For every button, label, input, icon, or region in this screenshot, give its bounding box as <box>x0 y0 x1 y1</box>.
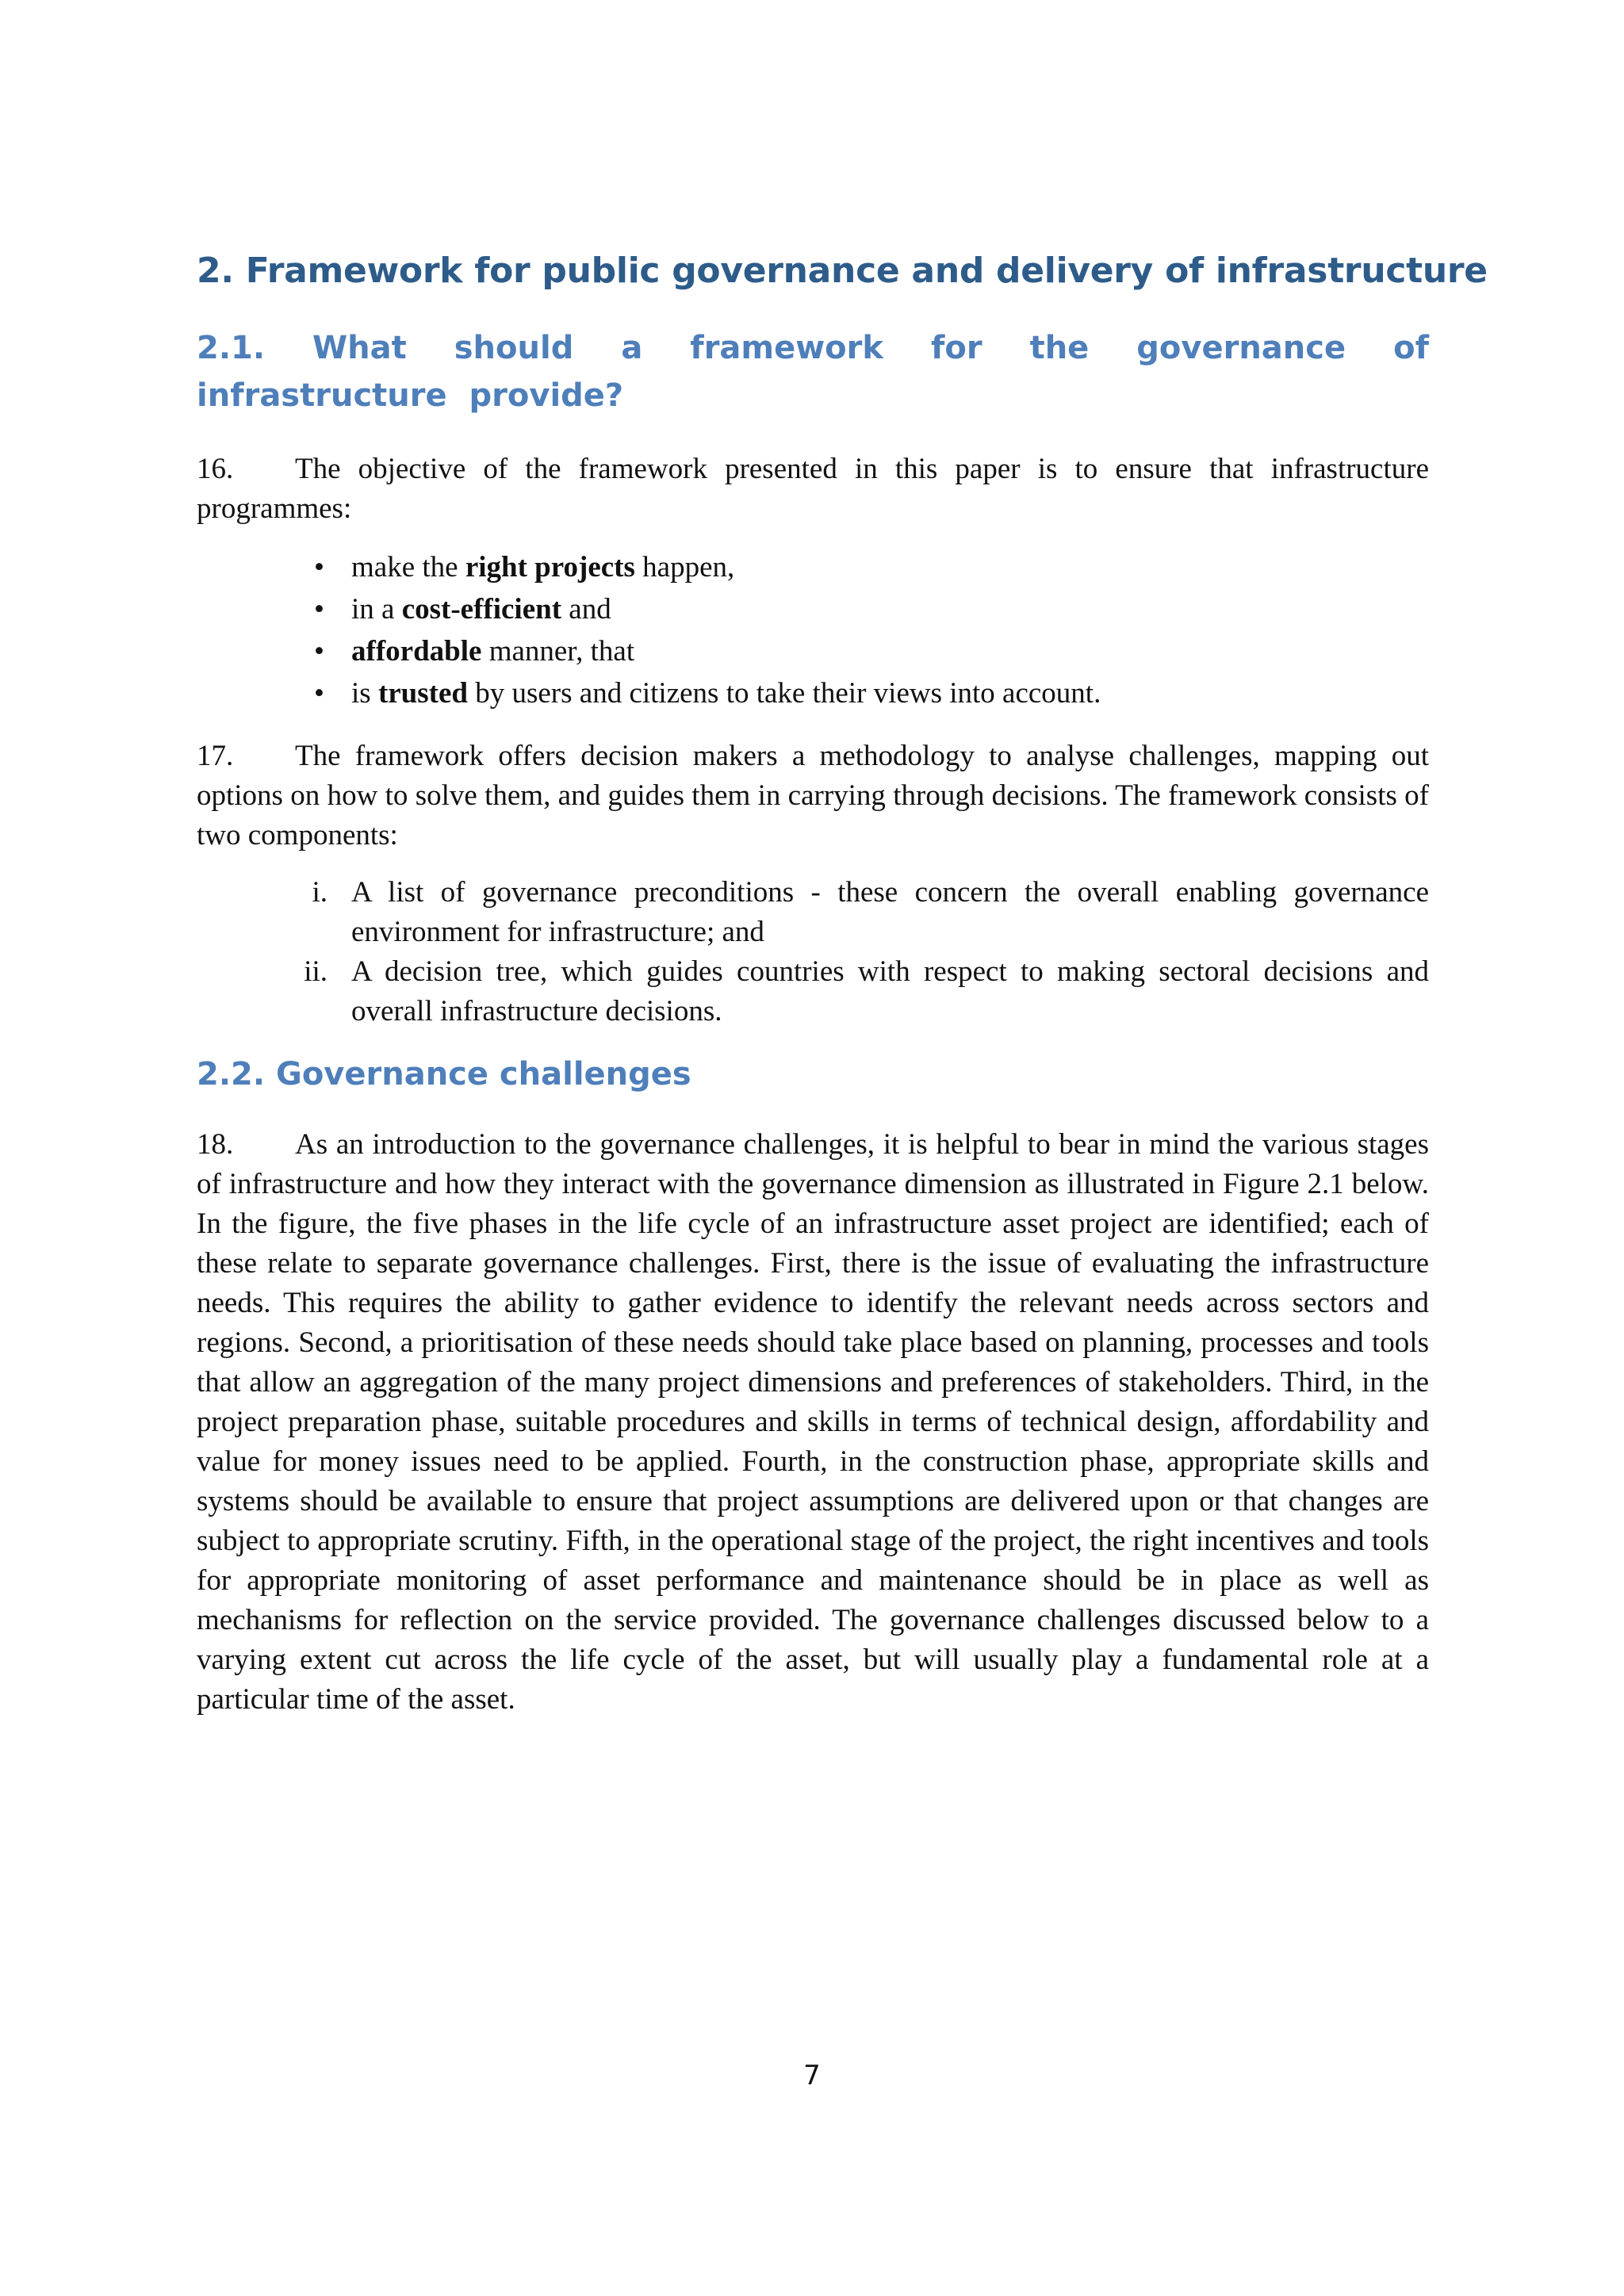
list-item: • make the right projects happen, <box>197 546 1429 588</box>
emphasis: affordable <box>351 634 482 668</box>
bullet-icon: • <box>314 634 324 668</box>
bullet-icon: • <box>314 550 324 584</box>
paragraph-number: 17. <box>197 739 234 772</box>
paragraph-18 <box>197 1125 1429 1720</box>
paragraph-text: The framework offers decision makers a methodology to analyse challenges, mapping out options on how to solve them, and guides them in carrying through decisions. The framework consists of two components: <box>197 739 1429 851</box>
page-number: 7 <box>803 2060 821 2091</box>
bullet-list <box>197 546 1429 714</box>
emphasis: trusted <box>377 676 468 710</box>
list-item: i. A list of governance preconditions - these concern the overall enabling governance environment for infrastructure; and <box>197 873 1429 952</box>
paragraph-17 <box>197 737 1429 855</box>
list-item: • is trusted by users and citizens to take their views into account. <box>197 672 1429 714</box>
list-marker: i. <box>312 875 327 909</box>
subsection-heading-2-1: 2.1. What should a framework for the governance of infrastructure provide? <box>197 329 1429 414</box>
bullet-icon: • <box>314 676 324 710</box>
paragraph-16 <box>197 450 1429 529</box>
emphasis: cost-efficient <box>401 592 562 626</box>
section-heading: 2. Framework for public governance and delivery of infrastructure <box>197 251 1488 291</box>
bullet-icon: • <box>314 592 324 626</box>
emphasis: right projects <box>465 550 635 584</box>
paragraph-number: 18. <box>197 1127 234 1161</box>
list-item: ii. A decision tree, which guides countries with respect to making sectoral decisions and overall infrastructure decisions. <box>197 952 1429 1031</box>
list-marker: ii. <box>304 955 327 988</box>
list-item: • affordable manner, that <box>197 630 1429 672</box>
page-content <box>197 251 1488 1737</box>
list-item: • in a cost-efficient and <box>197 588 1429 630</box>
paragraph-text: The objective of the framework presented in this paper is to ensure that infrastructure programmes: <box>197 452 1429 525</box>
paragraph-text: As an introduction to the governance challenges, it is helpful to bear in mind the various stages of infrastructure and how they interact with the governance dimension as illustrated in Figure 2.1 below. In the figure, the five phases in the life cycle of an infrastructure asset project are identified; each of these relate to separate governance challenges. First, there is the issue of evaluating the infrastructure needs. This requires the ability to gather evidence to identify the relevant needs across sectors and regions. Second, a prioritisation of these needs should take place based on planning, processes and tools that allow an aggregation of the many project dimensions and preferences of stakeholders. Third, in the project preparation phase, suitable procedures and skills in terms of technical design, affordability and value for money issues need to be applied. Fourth, in the construction phase, appropriate skills and systems should be available to ensure that project assumptions are delivered upon or that changes are subject to appropriate scrutiny. Fifth, in the operational stage of the project, the right incentives and tools for appropriate monitoring of asset performance and maintenance should be in place as well as mechanisms for reflection on the service provided. The governance challenges discussed below to a varying extent cut across the life cycle of the asset, but will usually play a fundamental role at a particular time of the asset. <box>197 1127 1429 1716</box>
paragraph-number: 16. <box>197 452 234 485</box>
roman-list <box>197 873 1429 1031</box>
subsection-heading-2-2: 2.2. Governance challenges <box>197 1055 691 1093</box>
